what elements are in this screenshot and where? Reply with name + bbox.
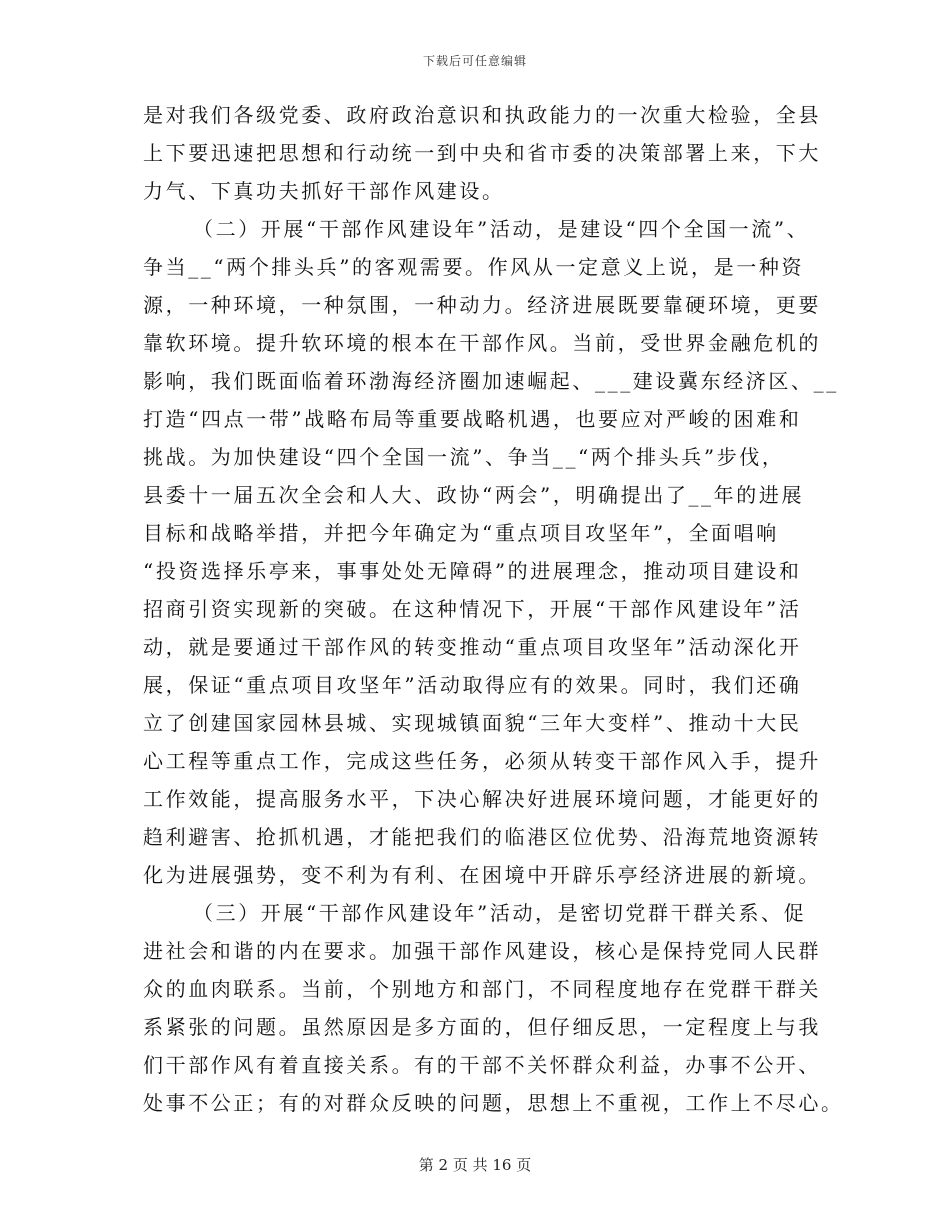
- text-line: 靠软环境。提升软环境的根本在干部作风。当前，受世界金融危机的: [143, 331, 821, 355]
- document-body: [143, 96, 844, 1122]
- text-line: 争当__“两个排头兵”的客观需要。作风从一定意义上说，是一种资: [143, 255, 805, 279]
- page-number: 第 2 页 共 16 页: [418, 1156, 532, 1174]
- page-header-note: 下载后可任意编辑: [422, 54, 527, 68]
- text-line: 源，一种环境，一种氛围，一种动力。经济进展既要靠硬环境，更要: [143, 293, 821, 317]
- text-line: 趋利避害、抢抓机遇，才能把我们的临港区位优势、沿海荒地资源转: [143, 825, 821, 849]
- text-line: 是对我们各级党委、政府政治意识和执政能力的一次重大检验，全县: [143, 103, 821, 127]
- text-line: 立了创建国家园林县城、实现城镇面貌“三年大变样”、推动十大民: [143, 711, 802, 735]
- text-line: 影响，我们既面临着环渤海经济圈加速崛起、___建设冀东经济区、__: [143, 369, 839, 393]
- paragraph-start-line: （三）开展“干部作风建设年”活动，是密切党群干群关系、促: [193, 901, 807, 925]
- text-line: 工作效能，提高服务水平，下决心解决好进展环境问题，才能更好的: [143, 787, 821, 811]
- text-line: 系紧张的问题。虽然原因是多方面的，但仔细反思，一定程度上与我: [143, 1015, 821, 1039]
- text-line: 众的血肉联系。当前，个别地方和部门，不同程度地存在党群干群关: [143, 977, 821, 1001]
- text-line: 目标和战略举措，并把今年确定为“重点项目攻坚年”，全面唱响: [143, 521, 779, 545]
- text-line: 县委十一届五次全会和人大、政协“两会”，明确提出了__年的进展: [143, 483, 805, 507]
- text-line: 挑战。为加快建设“四个全国一流”、争当__“两个排头兵”步伐，: [143, 445, 785, 469]
- text-line: 力气、下真功夫抓好干部作风建设。: [143, 179, 505, 203]
- paragraph-start-line: （二）开展“干部作风建设年”活动，是建设“四个全国一流”、: [193, 217, 810, 241]
- text-line: 化为进展强势，变不利为有利、在困境中开辟乐亭经济进展的新境。: [143, 863, 821, 887]
- text-line: 动，就是要通过干部作风的转变推动“重点项目攻坚年”活动深化开: [143, 635, 802, 659]
- text-line: 打造“四点一带”战略布局等重要战略机遇，也要应对严峻的困难和: [143, 407, 802, 431]
- text-line: 招商引资实现新的突破。在这种情况下，开展“干部作风建设年”活: [143, 597, 802, 621]
- text-line: 心工程等重点工作，完成这些任务，必须从转变干部作风入手，提升: [143, 749, 821, 773]
- text-line: 进社会和谐的内在要求。加强干部作风建设，核心是保持党同人民群: [143, 939, 821, 963]
- text-line: 展，保证“重点项目攻坚年”活动取得应有的效果。同时，我们还确: [143, 673, 802, 697]
- text-line: 们干部作风有着直接关系。有的干部不关怀群众利益，办事不公开、: [143, 1053, 821, 1077]
- text-line: 上下要迅速把思想和行动统一到中央和省市委的决策部署上来，下大: [143, 141, 821, 165]
- text-line: 处事不公正；有的对群众反映的问题，思想上不重视，工作上不尽心。: [143, 1091, 844, 1115]
- text-line: “投资选择乐亭来，事事处处无障碍”的进展理念，推动项目建设和: [143, 559, 802, 583]
